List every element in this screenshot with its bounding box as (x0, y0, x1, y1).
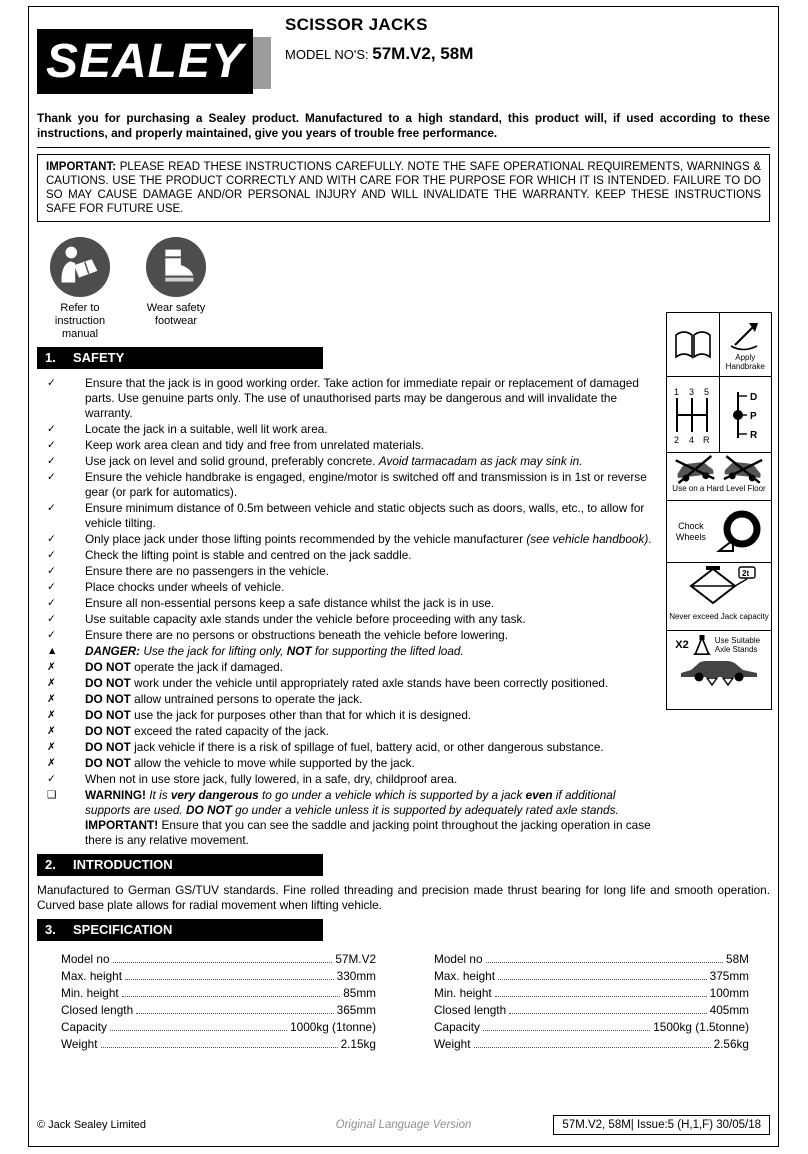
safety-item-text: WARNING! It is very dangerous to go under a vehicle which is supported by a jack even if additional supports are used. DO NOT go under a vehicle unless it is supported by adequately rated axle stands. IMPORTANT! Ensure that you can see the saddle and jacking point throughout the jacking operation in case there is any relative movement. (85, 788, 651, 847)
spec-value: 1000kg (1tonne) (290, 1020, 376, 1034)
bullet-icon: ✓ (47, 581, 56, 593)
section-bar-specification (37, 919, 323, 941)
safety-item-text: Ensure that the jack is in good working order. Take action for immediate repair or replacement of damaged parts. Use genuine parts only. The use of unauthorised parts may be dangerous and will invalidate the warranty. (85, 376, 639, 420)
bullet-icon: ✓ (47, 773, 56, 785)
jack-capacity-icon (675, 565, 763, 607)
safety-list-item (39, 596, 658, 611)
spec-row (434, 1018, 749, 1035)
bullet-icon: ✗ (47, 757, 56, 769)
safety-list-item (39, 660, 658, 675)
dotted-leader (125, 967, 334, 980)
spec-value: 375mm (709, 969, 749, 983)
level-floor-caption: Use on a Hard Level Floor (672, 484, 766, 493)
dotted-leader (509, 1001, 707, 1014)
spec-value: 2.15kg (340, 1037, 376, 1051)
spec-row (434, 1001, 749, 1018)
svg-text:R: R (702, 434, 710, 445)
safety-list-item (39, 788, 658, 848)
bullet-icon: ✓ (47, 502, 56, 514)
bullet-icon: ✓ (47, 455, 56, 467)
important-notice-box: IMPORTANT: PLEASE READ THESE INSTRUCTIONS CAREFULLY. NOTE THE SAFE OPERATIONAL REQUIREMENTS, WARNINGS & CAUTIONS. USE THE PRODUCT CORRECTLY AND WITH CARE FOR THE PURPOSE FOR WHICH IT IS INTENDED. FAILURE TO DO SO MAY CAUSE DAMAGE AND/OR PERSONAL INJURY AND WILL INVALIDATE THE WARRANTY. KEEP THESE INSTRUCTIONS SAFE FOR FUTURE USE. (37, 154, 770, 222)
gear-cell (667, 377, 771, 453)
spec-label: Min. height (61, 986, 119, 1000)
spec-label: Max. height (61, 969, 122, 983)
section-title: INTRODUCTION (73, 857, 173, 872)
bullet-icon: ✗ (47, 709, 56, 721)
spec-row (61, 984, 376, 1001)
section-number: 1. (45, 350, 56, 365)
bullet-icon: ✗ (47, 677, 56, 689)
svg-text:1: 1 (673, 386, 679, 397)
svg-text:5: 5 (703, 386, 709, 397)
bullet-icon: ✓ (47, 629, 56, 641)
footer (29, 1112, 778, 1138)
safety-list-item (39, 772, 658, 787)
svg-text:2: 2 (673, 434, 679, 445)
spec-label: Weight (434, 1037, 471, 1051)
dotted-leader (113, 950, 333, 963)
bullet-icon: ✓ (47, 613, 56, 625)
spec-label: Closed length (61, 1003, 134, 1017)
capacity-caption: Never exceed Jack capacity (669, 612, 769, 621)
section-number: 3. (45, 922, 56, 937)
bullet-icon: ✗ (47, 741, 56, 753)
safety-list-item (39, 740, 658, 755)
svg-text:D: D (750, 391, 758, 403)
thank-you-paragraph: Thank you for purchasing a Sealey product. Manufactured to a high standard, this product will, if used according to these instructions, and properly maintained, give you years of trouble free performance. (37, 111, 770, 148)
bullet-icon: ✓ (47, 533, 56, 545)
spec-row (61, 950, 376, 967)
safety-item-text: Ensure there are no passengers in the vehicle. (85, 564, 329, 578)
safety-item-text: DO NOT allow the vehicle to move while supported by the jack. (85, 756, 415, 770)
spec-row (61, 1035, 376, 1052)
spec-label: Max. height (434, 969, 495, 983)
manual-book-icon (667, 313, 720, 376)
issue-box: 57M.V2, 58M| Issue:5 (H,1,F) 30/05/18 (553, 1115, 770, 1135)
safety-list (39, 376, 658, 848)
safety-item-text: Ensure all non-essential persons keep a safe distance whilst the jack is in use. (85, 596, 495, 610)
spec-value: 405mm (709, 1003, 749, 1017)
bullet-icon: ▲ (47, 645, 58, 657)
spec-row (434, 1035, 749, 1052)
safety-footwear-pictogram (133, 236, 219, 341)
axle-stand-row (667, 633, 771, 657)
dotted-leader (498, 967, 707, 980)
safety-item-text: Check the lifting point is stable and centred on the jack saddle. (85, 548, 412, 562)
dotted-leader (474, 1035, 711, 1048)
spec-label: Min. height (434, 986, 492, 1000)
automatic-gearstick-icon (720, 377, 772, 452)
capacity-cell (667, 563, 771, 631)
header-titles (285, 15, 473, 64)
dotted-leader (483, 1018, 650, 1031)
dotted-leader (101, 1035, 338, 1048)
safety-list-item (39, 708, 658, 723)
safety-list-item (39, 454, 658, 469)
spec-column-57mv2 (61, 950, 376, 1052)
safety-pictogram-sidebar (666, 312, 772, 710)
copyright-text: © Jack Sealey Limited (37, 1119, 146, 1131)
safety-list-item (39, 532, 658, 547)
spec-label: Closed length (434, 1003, 507, 1017)
chock-wheels-cell (667, 501, 771, 563)
spec-row (434, 967, 749, 984)
section-bar-introduction (37, 854, 323, 876)
bullet-icon: ✓ (47, 565, 56, 577)
svg-text:P: P (750, 410, 757, 422)
safety-item-text: When not in use store jack, fully lowered, in a safe, dry, childproof area. (85, 772, 458, 786)
svg-text:2t: 2t (742, 569, 750, 578)
spec-value: 85mm (343, 986, 376, 1000)
spec-value: 58M (726, 952, 749, 966)
model-line (285, 44, 473, 64)
bullet-icon: ✓ (47, 597, 56, 609)
safety-list-item (39, 501, 658, 531)
safety-list-item (39, 564, 658, 579)
dotted-leader (495, 984, 707, 997)
spec-label: Capacity (61, 1020, 107, 1034)
safety-item-text: DO NOT work under the vehicle until appropriately rated axle stands have been correctly positioned. (85, 676, 609, 690)
safety-item-text: DO NOT jack vehicle if there is a risk of spillage of fuel, battery acid, or other dangerous substance. (85, 740, 604, 754)
section-title: SAFETY (73, 350, 125, 365)
safety-item-text: DO NOT operate the jack if damaged. (85, 660, 284, 674)
spec-label: Model no (61, 952, 110, 966)
manual-gearstick-icon (667, 377, 720, 452)
safety-footwear-label: Wear safety footwear (146, 302, 206, 327)
safety-list-item (39, 628, 658, 643)
spec-value: 1500kg (1.5tonne) (653, 1020, 749, 1034)
logo-black-box (37, 29, 253, 94)
logo-text: SEALEY (45, 35, 245, 88)
safety-list-item (39, 438, 658, 453)
dotted-leader (110, 1018, 287, 1031)
axle-stands-cell (667, 631, 771, 709)
safety-list-item (39, 470, 658, 500)
model-numbers: 57M.V2, 58M (372, 44, 474, 63)
bullet-icon: ✓ (47, 549, 56, 561)
axle-stands-caption: Use Suitable Axle Stands (714, 636, 761, 654)
bullet-icon: ✗ (47, 725, 56, 737)
car-on-stands-icon (674, 657, 764, 687)
spec-value: 330mm (336, 969, 376, 983)
safety-item-text: Place chocks under wheels of vehicle. (85, 580, 285, 594)
spec-row (434, 984, 749, 1001)
safety-item-text: DO NOT allow untrained persons to operate the jack. (85, 692, 363, 706)
level-floor-cell (667, 453, 771, 501)
bullet-icon: ✗ (47, 693, 56, 705)
axle-stand-count: X2 (675, 639, 689, 651)
safety-item-text: Use suitable capacity axle stands under the vehicle before proceeding with any task. (85, 612, 526, 626)
chock-wheels-label: Chock Wheels (675, 520, 706, 542)
bullet-icon: ❑ (47, 789, 57, 801)
safety-list-item (39, 612, 658, 627)
safety-item-text: Ensure there are no persons or obstructions beneath the vehicle before lowering. (85, 628, 508, 642)
section-title: SPECIFICATION (73, 922, 173, 937)
header (29, 7, 778, 107)
spec-row (61, 1018, 376, 1035)
svg-text:R: R (750, 429, 758, 441)
spec-label: Weight (61, 1037, 98, 1051)
safety-item-text: Use jack on level and solid ground, preferably concrete. Avoid tarmacadam as jack may sink in. (85, 454, 583, 468)
bullet-icon: ✗ (47, 661, 56, 673)
dotted-leader (136, 1001, 334, 1014)
safety-list-item (39, 724, 658, 739)
bullet-icon: ✓ (47, 377, 56, 389)
safety-item-text: Keep work area clean and tidy and free from unrelated materials. (85, 438, 425, 452)
bullet-icon: ✓ (47, 439, 56, 451)
safety-item-text: Locate the jack in a suitable, well lit work area. (85, 422, 328, 436)
language-version-text: Original Language Version (335, 1119, 472, 1131)
safety-item-text: Only place jack under those lifting points recommended by the vehicle manufacturer (see vehicle handbook). (85, 532, 652, 546)
spec-value: 2.56kg (713, 1037, 749, 1051)
bullet-icon: ✓ (47, 471, 56, 483)
spec-label: Capacity (434, 1020, 480, 1034)
safety-item-text: Ensure minimum distance of 0.5m between vehicle and static objects such as doors, walls, etc., to allow for vehicle tilting. (85, 501, 645, 530)
handbrake-cell (667, 313, 771, 377)
model-label: MODEL NO'S: (285, 47, 373, 62)
safety-list-item (39, 422, 658, 437)
dotted-leader (486, 950, 724, 963)
safety-list-item (39, 548, 658, 563)
page-title: SCISSOR JACKS (285, 15, 428, 34)
introduction-paragraph: Manufactured to German GS/TUV standards. Fine rolled threading and precision made thrust bearing for long life and smooth operation. Curved base plate allows for radial movement when lifting vehicle. (37, 883, 770, 912)
safety-item-text: DO NOT use the jack for purposes other than that for which it is designed. (85, 708, 472, 722)
spec-row (434, 950, 749, 967)
safety-list-item (39, 756, 658, 771)
safety-boot-icon (145, 236, 207, 298)
refer-to-manual-label: Refer to instruction manual (54, 302, 106, 340)
refer-to-manual-pictogram (37, 236, 123, 341)
axle-stand-icon (692, 633, 712, 657)
pictogram-row (37, 236, 770, 341)
spec-row (61, 1001, 376, 1018)
spec-column-58m (434, 950, 749, 1052)
spec-row (61, 967, 376, 984)
sealey-logo (37, 29, 273, 97)
spec-value: 100mm (709, 986, 749, 1000)
section-number: 2. (45, 857, 56, 872)
handbrake-caption: Apply Handbrake (725, 352, 765, 371)
read-manual-icon (49, 236, 111, 298)
safety-item-text: Ensure the vehicle handbrake is engaged, engine/motor is switched off and transmission is in 1st or reverse gear (or park for automatics). (85, 470, 647, 499)
specification-columns (61, 950, 770, 1052)
safety-item-text: DANGER: Use the jack for lifting only, NOT for supporting the lifted load. (85, 644, 464, 658)
spec-value: 57M.V2 (335, 952, 376, 966)
bullet-icon: ✓ (47, 423, 56, 435)
section-bar-safety (37, 347, 323, 369)
svg-text:3: 3 (688, 386, 694, 397)
dotted-leader (122, 984, 341, 997)
tilted-cars-icon (667, 453, 771, 484)
safety-list-item (39, 644, 658, 659)
safety-list-item (39, 676, 658, 691)
tyre-chock-icon (715, 507, 765, 557)
spec-label: Model no (434, 952, 483, 966)
safety-list-item (39, 580, 658, 595)
safety-item-text: DO NOT exceed the rated capacity of the jack. (85, 724, 329, 738)
svg-text:4: 4 (688, 434, 694, 445)
spec-value: 365mm (336, 1003, 376, 1017)
page-border (28, 6, 779, 1147)
handbrake-icon (720, 313, 772, 376)
safety-list-item (39, 376, 658, 421)
safety-list-item (39, 692, 658, 707)
